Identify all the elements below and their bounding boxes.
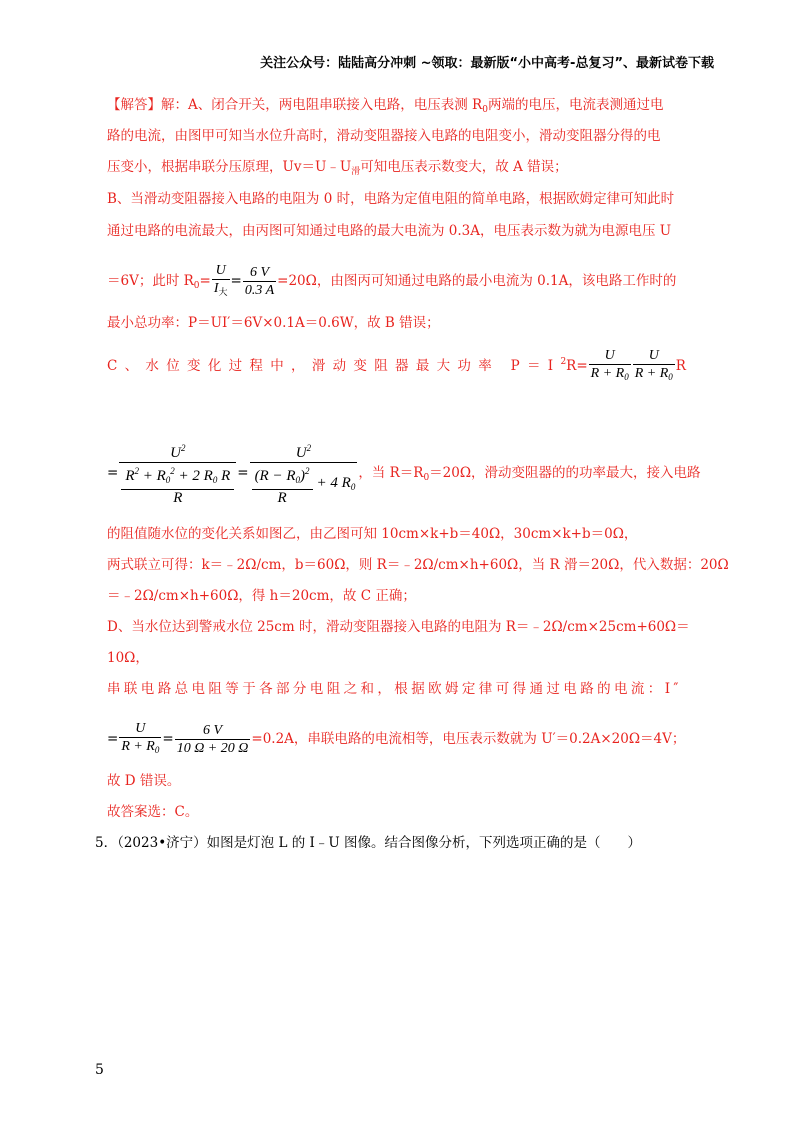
fraction-u-over-r-plus-r0-a: $\frac{U}{R + R_0}$ <box>589 347 631 386</box>
fraction-u-over-r-plus-r0-c: $\frac{U}{R + R_0}$ <box>119 720 161 759</box>
solution-line-7: 最小总功率：P＝UI′＝6V×0.1A＝0.6W，故 B 错误； <box>107 315 440 331</box>
solution-line-1: 【解答】解：A、闭合开关，两电阻串联接入电路，电压表测 $R_0$两端的电压，电流表测通过电 <box>107 97 664 115</box>
fraction-power-expanded: $U^2$ $R^2 + R_0^2 + 2$ $R_0$ R R <box>119 440 236 507</box>
solution-line-11: 两式联立可得：k＝﹣2Ω/cm，b＝60Ω，则 R＝﹣2Ω/cm×h+60Ω，当 R 滑＝20Ω，代入数据：20Ω <box>107 557 729 573</box>
solution-line-2: 路的电流，由图甲可知当水位升高时，滑动变阻器接入电路的电阻变小，滑动变阻器分得的电 <box>107 128 661 144</box>
solution-line-13: D、当水位达到警戒水位 25cm 时，滑动变阻器接入电路的电阻为 R＝﹣2Ω/cm×25cm+60Ω＝ <box>107 619 690 635</box>
solution-line-6: ＝6V；此时 $R_0=$ $\frac{U}{I_大}$ = $\frac{6 V}{0.3 A}$ =20Ω，由图丙可知通过电路的最小电流为 0.1A，该电路工作时的 <box>107 262 676 301</box>
solution-line-17: 故 D 错误。 <box>107 773 181 789</box>
solution-line-10: 的阻值随水位的变化关系如图乙，由乙图可知 10cm×k+b＝40Ω，30cm×k+b＝0Ω， <box>107 526 638 542</box>
fraction-u-over-imax: $\frac{U}{I_大}$ <box>212 262 230 301</box>
solution-line-9: = $U^2$ $R^2 + R_0^2 + 2$ $R_0$ R R = $U^2$ $(R - R_0)^2$ R + 4 $R_0$ ，当 $R=R_0=20\Omega$，滑动变阻器的的功率最大，接入电路 <box>107 440 701 507</box>
solution-line-14: 10Ω， <box>107 650 149 666</box>
question-text: （2023•济宁）如图是灯泡 L 的 I﹣U 图像。结合图像分析，下列选项正确的是（ ） <box>117 835 642 851</box>
fraction-u-over-r-plus-r0-b: $\frac{U}{R + R_0}$ <box>633 347 675 386</box>
page-header: 关注公众号：陆陆高分冲刺 ~领取：最新版“小中高考-总复习”、最新试卷下载 <box>260 56 714 71</box>
solution-line-8: C、水位变化过程中，滑动变阻器最大功率 $P=I^2R=$ $\frac{U}{R + R_0}$ $\frac{U}{R + R_0}$ R <box>107 347 686 386</box>
page-number: 5 <box>95 1062 104 1078</box>
solution-line-4: B、当滑动变阻器接入电路的电阻为 0 时，电路为定值电阻的简单电路，根据欧姆定律可知此时 <box>107 191 675 207</box>
fraction-6v-over-03a: $\frac{6 V}{0.3 A}$ <box>244 265 275 298</box>
solution-line-18: 故答案选：C。 <box>107 804 199 820</box>
solution-line-5: 通过电路的电流最大，由丙图可知通过电路的最大电流为 0.3A，电压表示数为就为电源电压 U <box>107 223 672 239</box>
fraction-power-simplified: $U^2$ $(R - R_0)^2$ R + 4 $R_0$ <box>250 440 358 507</box>
question-number: 5． <box>95 835 118 851</box>
question-5 <box>95 833 641 853</box>
fraction-6v-over-30ohm: $\frac{6 V}{10 \Omega + 20 \Omega}$ <box>176 723 249 756</box>
solution-line-16: = $\frac{U}{R + R_0}$ = $\frac{6 V}{10 \Omega + 20 \Omega}$ =0.2A，串联电路的电流相等，电压表示数就为 U′＝0.2A×20Ω＝4V； <box>107 720 685 759</box>
solution-line-3: 压变小，根据串联分压原理，$Uv=U﹣U_滑$可知电压表示数变大，故 A 错误； <box>107 159 568 177</box>
solution-line-15: 串联电路总电阻等于各部分电阻之和，根据欧姆定律可得通过电路的电流：I″ <box>107 681 682 697</box>
solution-line-12: ＝﹣2Ω/cm×h+60Ω，得 h＝20cm，故 C 正确； <box>107 588 416 604</box>
answer-tag: 【解答】 <box>107 97 161 113</box>
